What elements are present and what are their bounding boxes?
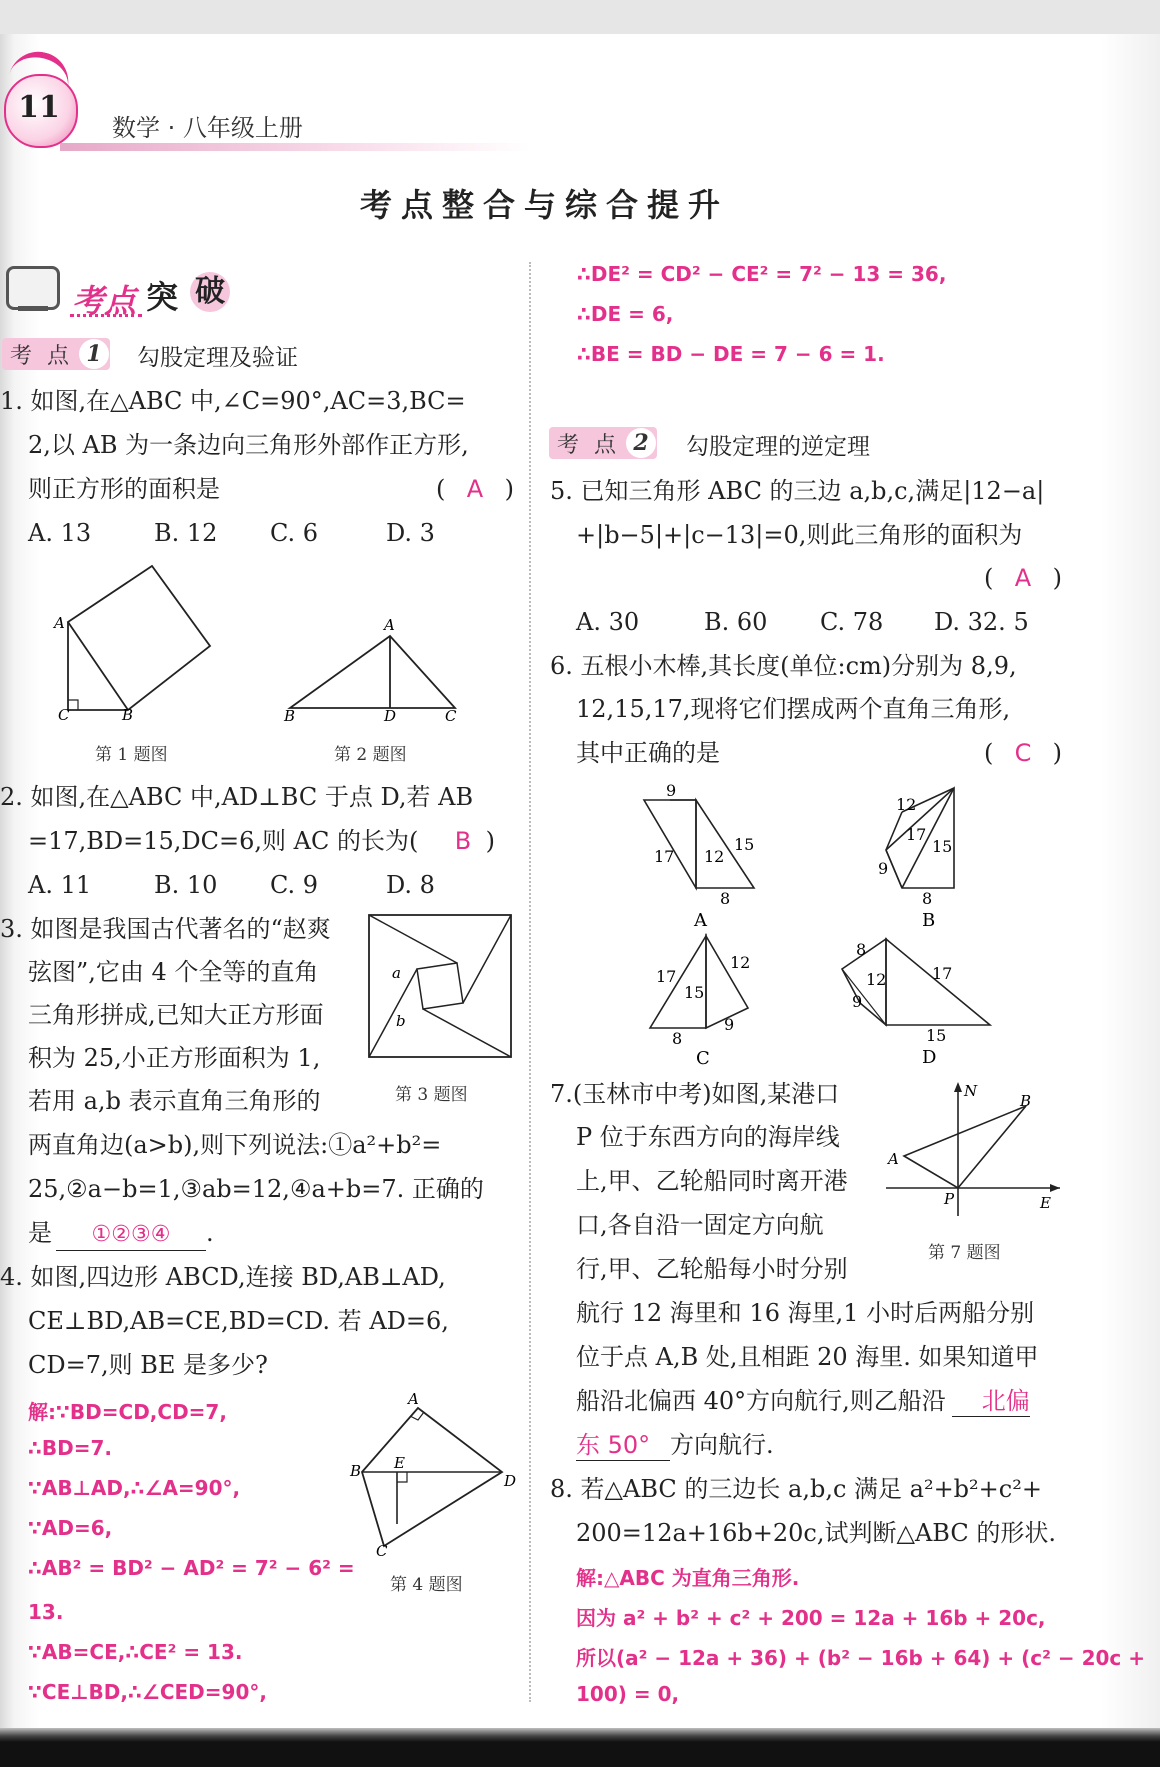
figure-4 [352, 1390, 522, 1558]
q3-line2: 弦图”,它由 4 个全等的直角 [28, 958, 319, 986]
q6d-num3: 17 [932, 964, 953, 983]
fig4-label-e: E [394, 1454, 405, 1472]
fig1-label-a: A [54, 614, 65, 632]
q5-option-b: B. 60 [704, 608, 768, 636]
q6-line3: 其中正确的是 [576, 739, 720, 767]
bottom-bar [0, 1728, 1160, 1767]
q6c-num4: 8 [672, 1029, 683, 1048]
q7-line9 [576, 1430, 774, 1461]
q6c-num5: 9 [724, 1015, 735, 1034]
q7-line2: P 位于东西方向的海岸线 [576, 1123, 840, 1151]
q2-answer-bracket: B ) [448, 826, 495, 856]
q4-cont-line1: ∴DE² = CD² − CE² = 7² − 13 = 36, [577, 262, 947, 286]
banner-dots [70, 314, 142, 317]
topic1-label: 考 点 [10, 343, 73, 369]
q6-figure-b [874, 780, 1004, 930]
q6-figure-a [640, 780, 770, 930]
fig4-caption: 第 4 题图 [390, 1575, 463, 1595]
fig7-label-p: P [944, 1190, 955, 1208]
q3-line3: 三角形拼成,已知大正方形面 [28, 1001, 324, 1029]
topic2-title: 勾股定理的逆定理 [686, 434, 870, 460]
q6b-num5: 8 [922, 889, 933, 908]
book-title: 数学 · 八年级上册 [112, 114, 303, 142]
q1-line1: 1. 如图,在△ABC 中,∠C=90°,AC=3,BC= [0, 387, 466, 415]
fig7-label-e: E [1040, 1194, 1051, 1212]
q2-option-a: A. 11 [28, 871, 92, 899]
fig1-label-b: B [122, 706, 134, 724]
q8-solution-line4: 100) = 0, [576, 1682, 680, 1706]
fig1-label-c: C [58, 706, 70, 724]
q4-line3: CD=7,则 BE 是多少? [28, 1351, 268, 1379]
q4-solution-line6: 13. [28, 1600, 64, 1624]
fig3-label-b: b [396, 1012, 406, 1030]
topic1-number: 1 [79, 339, 109, 369]
q8-line2: 200=12a+16b+20c,试判断△ABC 的形状. [576, 1519, 1056, 1547]
q5-line1: 5. 已知三角形 ABC 的三边 a,b,c,满足|12−a| [550, 477, 1045, 505]
q1-answer: A [466, 475, 484, 503]
q2-option-d: D. 8 [386, 871, 435, 899]
q4-line1: 4. 如图,四边形 ABCD,连接 BD,AB⊥AD, [0, 1263, 446, 1291]
q6b-num1: 12 [896, 795, 917, 814]
q6c-name: C [696, 1048, 710, 1069]
topic2-number: 2 [626, 428, 656, 458]
figure-7 [880, 1078, 1060, 1218]
q6b-num2: 17 [906, 825, 927, 844]
q2-line1: 2. 如图,在△ABC 中,AD⊥BC 于点 D,若 AB [0, 783, 474, 811]
q5-line2: +|b−5|+|c−13|=0,则此三角形的面积为 [576, 521, 1023, 549]
q8-line1: 8. 若△ABC 的三边长 a,b,c 满足 a²+b²+c²+ [550, 1475, 1042, 1503]
q4-cont-line3: ∴BE = BD − DE = 7 − 6 = 1. [577, 342, 885, 366]
q3-line1: 3. 如图是我国古代著名的“赵爽 [0, 915, 331, 943]
q6d-num4: 9 [852, 992, 863, 1011]
q6-answer: C [1014, 739, 1032, 767]
q6c-num1: 17 [656, 967, 677, 986]
figure-1 [50, 560, 220, 730]
topic2-badge [549, 427, 657, 459]
q3-line7: 25,②a−b=1,③ab=12,④a+b=7. 正确的 [28, 1175, 484, 1203]
q1-line3: 则正方形的面积是 [28, 475, 220, 503]
q5-option-a: A. 30 [576, 608, 640, 636]
q7-line4: 口,各自沿一固定方向航 [576, 1211, 824, 1239]
q8-solution-line2: 因为 a² + b² + c² + 200 = 12a + 16b + 20c, [576, 1606, 1046, 1630]
q3-line4: 积为 25,小正方形面积为 1, [28, 1044, 321, 1072]
q5-answer-bracket: ( A ) [984, 564, 1062, 592]
q6c-num2: 12 [730, 953, 751, 972]
q6a-num4: 15 [734, 835, 755, 854]
q8-solution-line1: 解:△ABC 为直角三角形. [576, 1566, 800, 1590]
q1-option-c: C. 6 [270, 519, 319, 547]
page-number: 11 [18, 90, 60, 125]
q6-figure-d [836, 935, 1006, 1070]
q1-answer-bracket: ( A ) [436, 475, 514, 503]
fig2-label-b: B [284, 707, 296, 725]
q1-option-b: B. 12 [154, 519, 218, 547]
fig4-label-c: C [376, 1542, 388, 1560]
q8-solution-line3: 所以(a² − 12a + 36) + (b² − 16b + 64) + (c² − 20c + [576, 1646, 1145, 1670]
figure-3 [366, 912, 514, 1060]
q6c-num3: 15 [684, 983, 705, 1002]
fig2-label-c: C [445, 707, 457, 725]
q3-answer: ①②③④ [56, 1220, 206, 1251]
q3-line5: 若用 a,b 表示直角三角形的 [28, 1087, 321, 1115]
q7-line8-text: 船沿北偏西 40°方向航行,则乙船沿 [576, 1387, 946, 1415]
q7-line5: 行,甲、乙轮船每小时分别 [576, 1255, 848, 1283]
fig4-label-a: A [408, 1390, 419, 1408]
banner-part3: 破 [190, 272, 230, 312]
q7-line7: 位于点 A,B 处,且相距 20 海里. 如果知道甲 [576, 1343, 1039, 1371]
q5-answer: A [1014, 564, 1032, 592]
figure-2 [280, 612, 470, 724]
q2-answer: B [454, 827, 472, 855]
topic1-title: 勾股定理及验证 [137, 345, 298, 371]
fig1-caption: 第 1 题图 [95, 745, 168, 765]
q7-line6: 航行 12 海里和 16 海里,1 小时后两船分别 [576, 1299, 1035, 1327]
q2-line2: =17,BD=15,DC=6,则 AC 的长为( [28, 827, 419, 855]
q3-line8: 是 ①②③④ . [28, 1218, 214, 1251]
q6a-num1: 9 [666, 781, 677, 800]
q6b-num3: 15 [932, 837, 953, 856]
q2-option-c: C. 9 [270, 871, 319, 899]
top-bar [0, 0, 1160, 34]
q6-line2: 12,15,17,现将它们摆成两个直角三角形, [576, 695, 1011, 723]
fig2-label-a: A [384, 616, 395, 634]
q6a-num5: 8 [720, 889, 731, 908]
q3-line6: 两直角边(a>b),则下列说法:①a²+b²= [28, 1131, 442, 1159]
column-divider [529, 262, 531, 1702]
q6a-name: A [694, 910, 707, 931]
fig7-label-b: B [1020, 1092, 1032, 1110]
q4-solution-line1: 解:∵BD=CD,CD=7, [28, 1400, 227, 1424]
q4-cont-line2: ∴DE = 6, [577, 302, 674, 326]
q6d-num2: 12 [866, 970, 887, 989]
q6d-name: D [922, 1047, 937, 1068]
q7-tail: 方向航行. [670, 1431, 774, 1459]
monitor-icon [6, 266, 60, 310]
q4-line2: CE⊥BD,AB=CE,BD=CD. 若 AD=6, [28, 1307, 449, 1335]
q4-solution-line2: ∴BD=7. [28, 1436, 113, 1460]
fig7-label-a: A [888, 1150, 899, 1168]
fig7-caption: 第 7 题图 [928, 1243, 1001, 1263]
q6a-num3: 12 [704, 847, 725, 866]
q1-option-a: A. 13 [28, 519, 92, 547]
fig4-label-b: B [350, 1462, 362, 1480]
q4-solution-line4: ∵AD=6, [28, 1516, 113, 1540]
q5-option-d: D. 32. 5 [934, 608, 1029, 636]
q7-answer-part2: 东 50° [576, 1430, 670, 1461]
q6-figure-c [640, 930, 770, 1070]
q4-solution-line5: ∴AB² = BD² − AD² = 7² − 6² = [28, 1556, 355, 1580]
banner-part2: 突 [146, 278, 179, 316]
topic1-badge [2, 338, 110, 370]
fig4-label-d: D [504, 1472, 517, 1490]
q1-option-d: D. 3 [386, 519, 435, 547]
q7-answer-part1: 北偏 [952, 1386, 1030, 1417]
fig2-caption: 第 2 题图 [334, 745, 407, 765]
q4-solution-line3: ∵AB⊥AD,∴∠A=90°, [28, 1476, 241, 1500]
banner-part1: 考点 [72, 282, 137, 320]
fig3-caption: 第 3 题图 [395, 1085, 468, 1105]
topic2-label: 考 点 [557, 432, 620, 458]
q6a-num2: 17 [654, 847, 675, 866]
fig3-label-a: a [392, 964, 401, 982]
main-title: 考点整合与综合提升 [360, 186, 730, 224]
q6d-num1: 8 [856, 940, 867, 959]
q4-solution-line8: ∵CE⊥BD,∴∠CED=90°, [28, 1680, 267, 1704]
q5-option-c: C. 78 [820, 608, 884, 636]
q1-line2: 2,以 AB 为一条边向三角形外部作正方形, [28, 431, 469, 459]
fig2-label-d: D [384, 707, 397, 725]
q3-line8-text: 是 [28, 1219, 52, 1247]
q2-option-b: B. 10 [154, 871, 218, 899]
fig7-label-n: N [964, 1082, 978, 1100]
q7-line3: 上,甲、乙轮船同时离开港 [576, 1167, 848, 1195]
q6-answer-bracket: ( C ) [984, 739, 1062, 767]
monitor-stand [18, 306, 48, 311]
q6b-num4: 9 [878, 859, 889, 878]
q6-line1: 6. 五根小木棒,其长度(单位:cm)分别为 8,9, [550, 652, 1017, 680]
header-rule [60, 143, 530, 151]
q7-line8 [576, 1386, 1030, 1417]
q6b-name: B [922, 910, 936, 931]
q7-line1: 7.(玉林市中考)如图,某港口 [550, 1080, 840, 1108]
q6d-num5: 15 [926, 1026, 947, 1045]
q4-solution-line7: ∵AB=CE,∴CE² = 13. [28, 1640, 243, 1664]
